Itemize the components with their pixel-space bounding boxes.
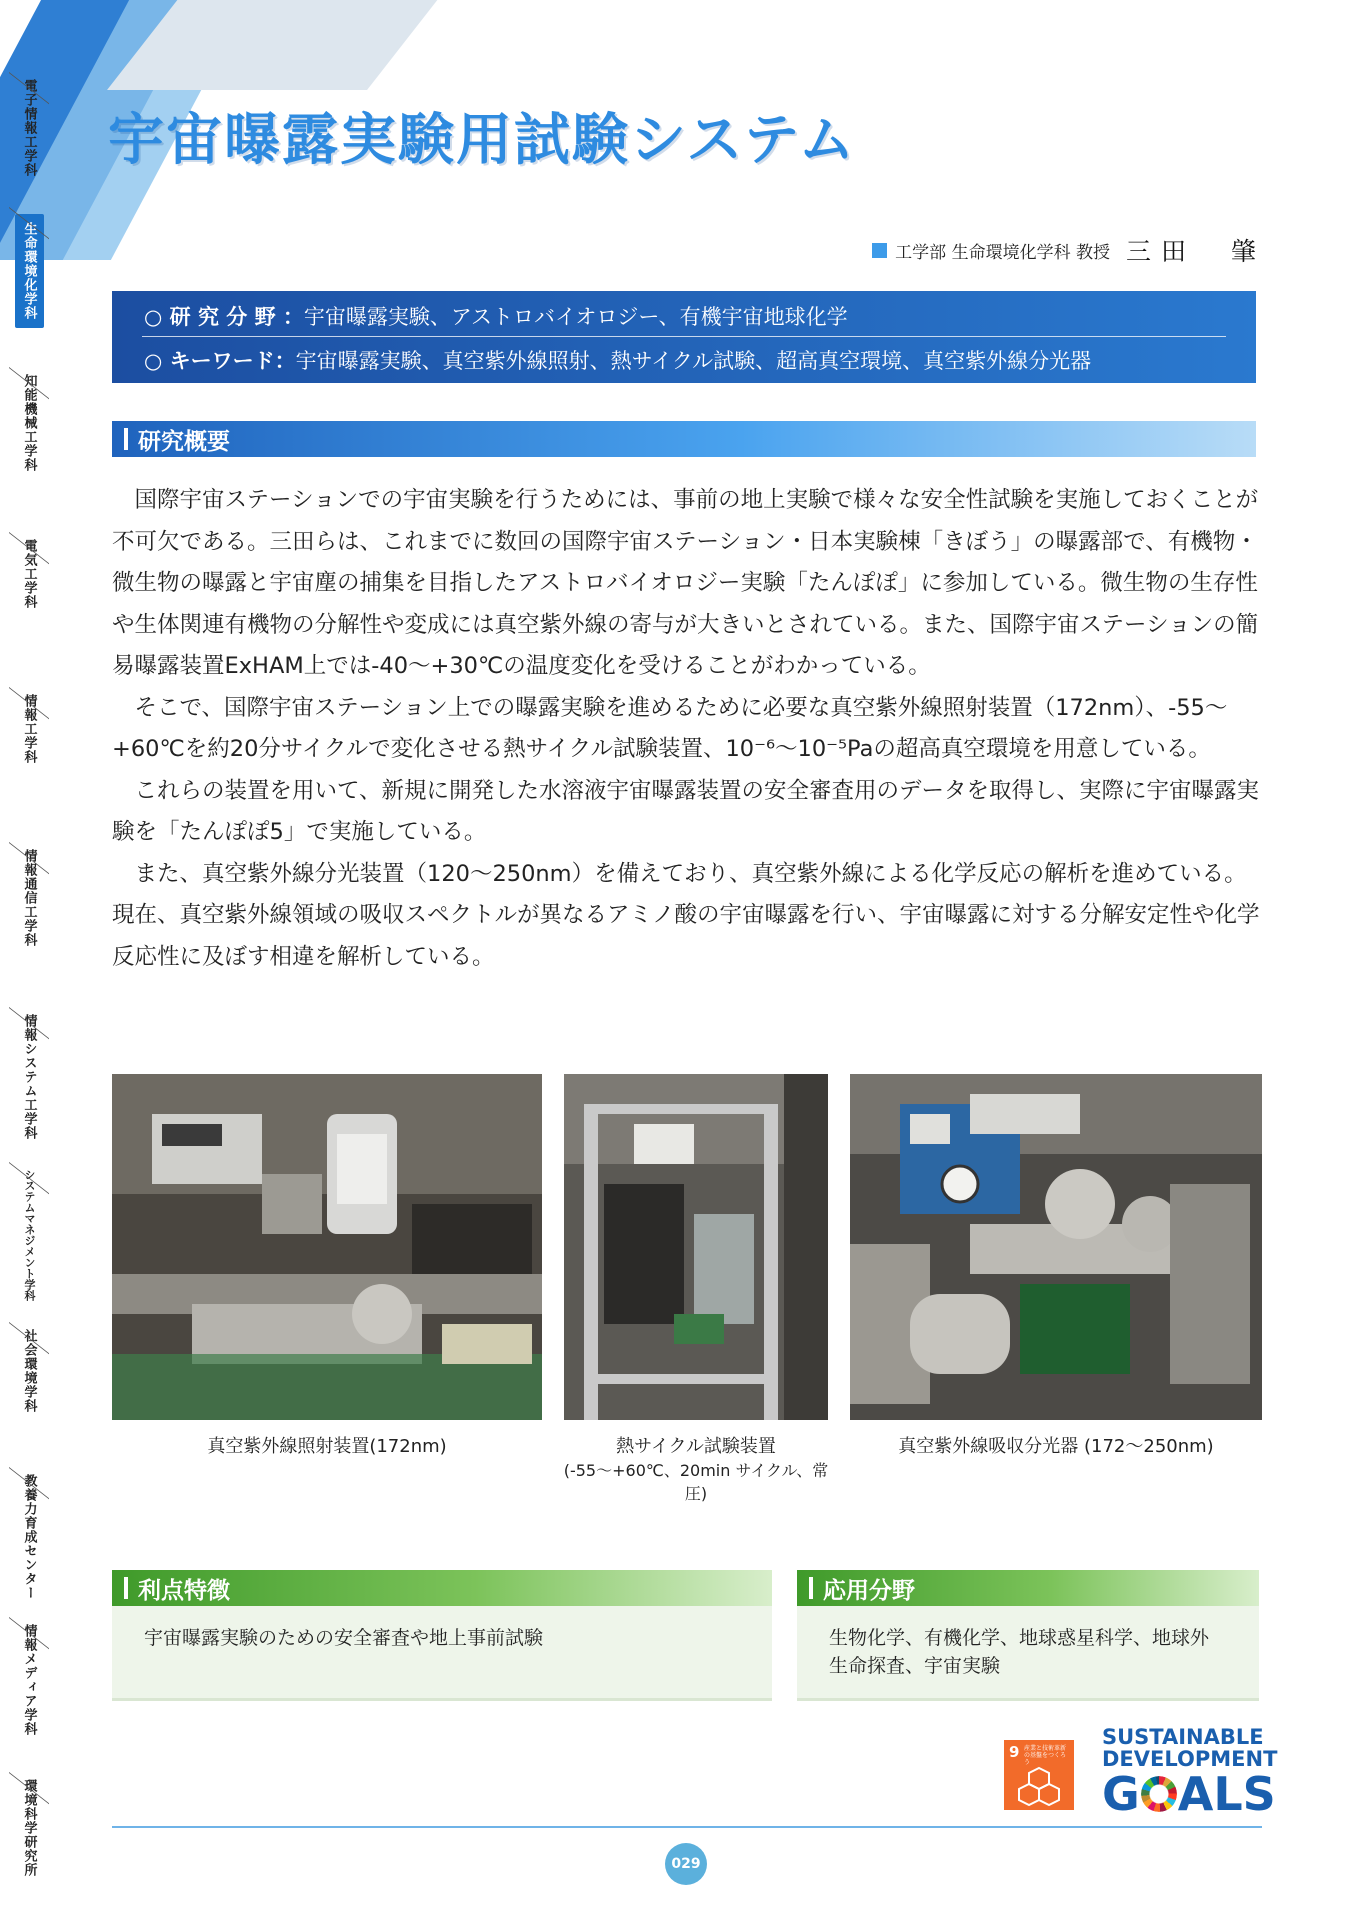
sdg-wheel-icon — [1141, 1776, 1177, 1812]
advantages-heading: 利点特徴 — [138, 1577, 230, 1604]
summary-paragraph: また、真空紫外線分光装置（120～250nm）を備えており、真空紫外線による化学反応の解析を進めている。現在、真空紫外線領域の吸収スペクトルが異なるアミノ酸の宇宙曝露を行い、宇宙曝露に対する分解安定性や化学反応性に及ぼす相違を解析している。 — [112, 860, 1260, 970]
applications-panel — [797, 1606, 1259, 1701]
sdg-goal-text: 産業と技術革新の基盤をつくろう — [1024, 1745, 1067, 1766]
page-number: 029 — [665, 1843, 707, 1885]
photo-caption-1: 真空紫外線照射装置(172nm) — [207, 1436, 447, 1457]
sidenav-item-social-env[interactable]: 社会環境学科 — [0, 1300, 58, 1413]
sdg-goal-9-badge — [1004, 1740, 1074, 1810]
photo-subcaption-2: (-55～+60℃、20min サイクル、常圧) — [563, 1461, 829, 1503]
sidenav-item-env-institute[interactable]: 環境科学研究所 — [0, 1750, 58, 1877]
page-title: 宇宙曝露実験用試験システム — [108, 108, 857, 173]
summary-heading-bar — [112, 421, 1256, 457]
research-field-row — [144, 301, 848, 331]
photo-caption-3: 真空紫外線吸収分光器 (172～250nm) — [898, 1436, 1214, 1457]
author-line — [872, 232, 1266, 268]
summary-body — [112, 480, 1262, 978]
photo-caption-2: 熱サイクル試験装置 — [616, 1436, 776, 1457]
keyword-label: ○ キーワード： — [144, 349, 296, 373]
sidenav-item-info-comm[interactable]: 情報通信工学科 — [0, 820, 58, 947]
sidenav-item-intelligent-mech[interactable]: 知能機械工学科 — [0, 345, 58, 472]
advantages-panel — [112, 1606, 772, 1701]
advantages-text: 宇宙曝露実験のための安全審査や地上事前試験 — [144, 1627, 544, 1649]
sidenav-item-information[interactable]: 情報工学科 — [0, 665, 58, 764]
sidenav-item-info-media[interactable]: 情報メディア学科 — [0, 1595, 58, 1736]
photo-vuv-spectrometer — [850, 1074, 1262, 1420]
photo-thermal-cycle — [564, 1074, 828, 1420]
sdg-logo: SUSTAINABLE DEVELOPMENT G ALS — [1102, 1725, 1278, 1821]
sidenav-item-electrical[interactable]: 電気工学科 — [0, 510, 58, 609]
sidenav-item-liberal-center[interactable]: 教養力育成センター — [0, 1445, 58, 1600]
applications-heading-bar — [797, 1570, 1259, 1606]
footer-divider — [112, 1826, 1262, 1828]
keyword-value: 宇宙曝露実験、真空紫外線照射、熱サイクル試験、超高真空環境、真空紫外線分光器 — [295, 349, 1092, 373]
sidenav-item-system-mgmt[interactable]: システムマネジメント学科 — [0, 1140, 58, 1301]
applications-text: 生物化学、有機化学、地球惑星科学、地球外生命探査、宇宙実験 — [829, 1627, 1210, 1677]
sdg-goal-number: 9 — [1009, 1743, 1020, 1761]
summary-paragraph: 国際宇宙ステーションでの宇宙実験を行うためには、事前の地上実験で様々な安全性試験を実施しておくことが不可欠である。三田らは、これまでに数回の国際宇宙ステーション・日本実験棟「きぼう」の曝露部で、有機物・微生物の曝露と宇宙塵の捕集を目指したアストロバイオロジー実験「たんぽぽ」に参加している。微生物の生存性や生体関連有機物の分解性や変成には真空紫外線の寄与が大きいとされている。また、国際宇宙ステーションの簡易曝露装置ExHAM上では-40～+30℃の温度変化を受けることがわかっている。 — [112, 487, 1259, 679]
sidenav-item-info-system[interactable]: 情報システム工学科 — [0, 985, 58, 1140]
summary-paragraph: そこで、国際宇宙ステーション上での曝露実験を進めるために必要な真空紫外線照射装置（172nm）、-55～+60℃を約20分サイクルで変化させる熱サイクル試験装置、10⁻⁶～10⁻⁵Paの超高真空環境を用意している。 — [112, 694, 1228, 762]
summary-paragraph: これらの装置を用いて、新規に開発した水溶液宇宙曝露装置の安全審査用のデータを取得し、実際に宇宙曝露実験を「たんぽぽ5」で実施している。 — [112, 777, 1260, 845]
keyword-row — [144, 345, 1091, 375]
author-name: 三田 肇 — [1125, 237, 1266, 266]
sidenav-item-life-environment[interactable]: 生命環境化学科 — [0, 185, 58, 328]
advantages-heading-bar — [112, 1570, 772, 1606]
sidenav-item-electronic-info[interactable]: 電子情報工学科 — [0, 50, 58, 177]
sdg-cube-icon — [1004, 1740, 1074, 1810]
research-field-value: 宇宙曝露実験、アストロバイオロジー、有機宇宙地球化学 — [303, 305, 848, 329]
bullet-square-icon — [872, 243, 887, 258]
photo-vuv-irradiation — [112, 1074, 542, 1420]
research-field-label: ○ 研 究 分 野 ： — [144, 305, 304, 329]
applications-heading: 応用分野 — [823, 1577, 915, 1604]
department-sidenav — [0, 40, 58, 1890]
keywords-box — [112, 291, 1256, 383]
author-dept: 工学部 生命環境化学科 教授 — [895, 242, 1110, 263]
summary-heading: 研究概要 — [138, 428, 230, 455]
